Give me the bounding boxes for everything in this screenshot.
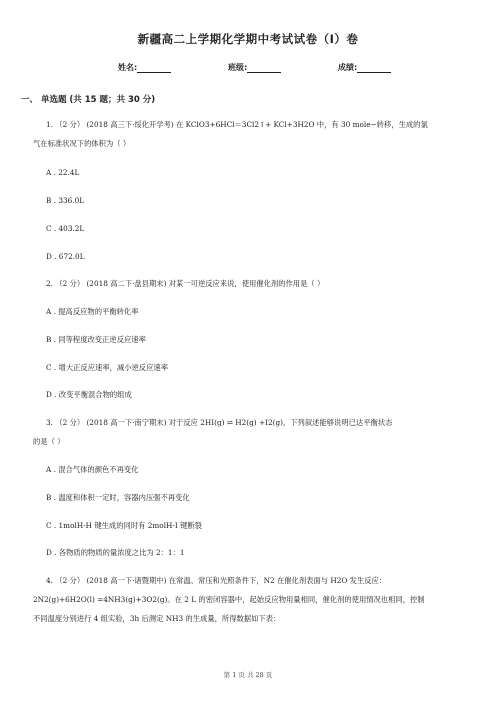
question-3-stem-cont: 的是（ ）: [33, 437, 65, 446]
question-3-option-a: A . 混合气体的颜色不再变化: [46, 465, 139, 474]
name-label: 姓名:: [118, 63, 138, 72]
class-label: 班级:: [228, 63, 248, 72]
page-footer: 第 1 页 共 28 页: [223, 671, 273, 679]
question-1-stem-cont: 气在标准状况下的体积为（ ）: [33, 139, 131, 148]
question-2-option-d: D . 改变平衡混合物的组成: [46, 390, 132, 399]
question-4-stem-cont-1: 2N2(g)+6H2O(l) =4NH3(g)+3O2(g)。在 2 L 的密闭容器中，起始反应物用量相同，催化剂的使用情况也相同，控制: [33, 595, 425, 604]
question-1-option-d: D . 672.0L: [46, 252, 85, 261]
question-4-stem: 4. （2 分） (2018 高一下·诸暨期中) 在常温、常压和光照条件下，N2 在催化剂表面与 H2O 发生反应：: [46, 576, 387, 585]
question-3-option-c: C . 1molH-H 键生成的同时有 2molH-I 键断裂: [46, 521, 202, 530]
question-2-option-c: C . 增大正反应速率，减小逆反应速率: [46, 363, 168, 372]
name-field: [118, 62, 171, 73]
score-label: 成绩:: [338, 63, 358, 72]
score-field: [338, 62, 391, 73]
question-3-option-d: D . 各物质的物质的量浓度之比为 2：1：1: [46, 548, 185, 557]
question-1-stem: 1. （2 分） (2018 高三下·绥化开学考) 在 KClO3+6HCl＝3Cl2↑+ KCl+3H2O 中，有 30 mole−转移，生成的氯: [46, 120, 428, 129]
question-1-option-a: A . 22.4L: [46, 168, 80, 177]
question-2-option-b: B . 同等程度改变正逆反应速率: [46, 335, 146, 344]
class-field: [228, 62, 281, 73]
student-info-row: [0, 62, 496, 76]
question-4-stem-cont-2: 不同温度分别进行 4 组实验，3h 后测定 NH3 的生成量，所得数据如下表：: [33, 614, 281, 623]
question-3-stem: 3. （2 分） (2018 高一下·南宁期末) 对于反应 2HI(g) ⇌ H2(g) +I2(g)，下列叙述能够说明已达平衡状态: [46, 418, 393, 427]
question-3-option-b: B . 温度和体积一定时，容器内压强不再变化: [46, 493, 190, 502]
question-2-option-a: A . 提高反应物的平衡转化率: [46, 307, 139, 316]
question-1-option-c: C . 403.2L: [46, 224, 85, 233]
name-blank: [137, 64, 171, 73]
class-blank: [247, 64, 281, 73]
paper-title: 新疆高二上学期化学期中考试试卷（I）卷: [137, 32, 359, 46]
question-1-option-b: B . 336.0L: [46, 196, 85, 205]
question-2-stem: 2. （2 分） (2018 高二下·盘县期末) 对某一可逆反应来说，使用催化剂的作用是（ ）: [46, 279, 325, 288]
section-heading: 一、 单选题 (共 15 题；共 30 分): [21, 95, 156, 105]
score-blank: [357, 64, 391, 73]
